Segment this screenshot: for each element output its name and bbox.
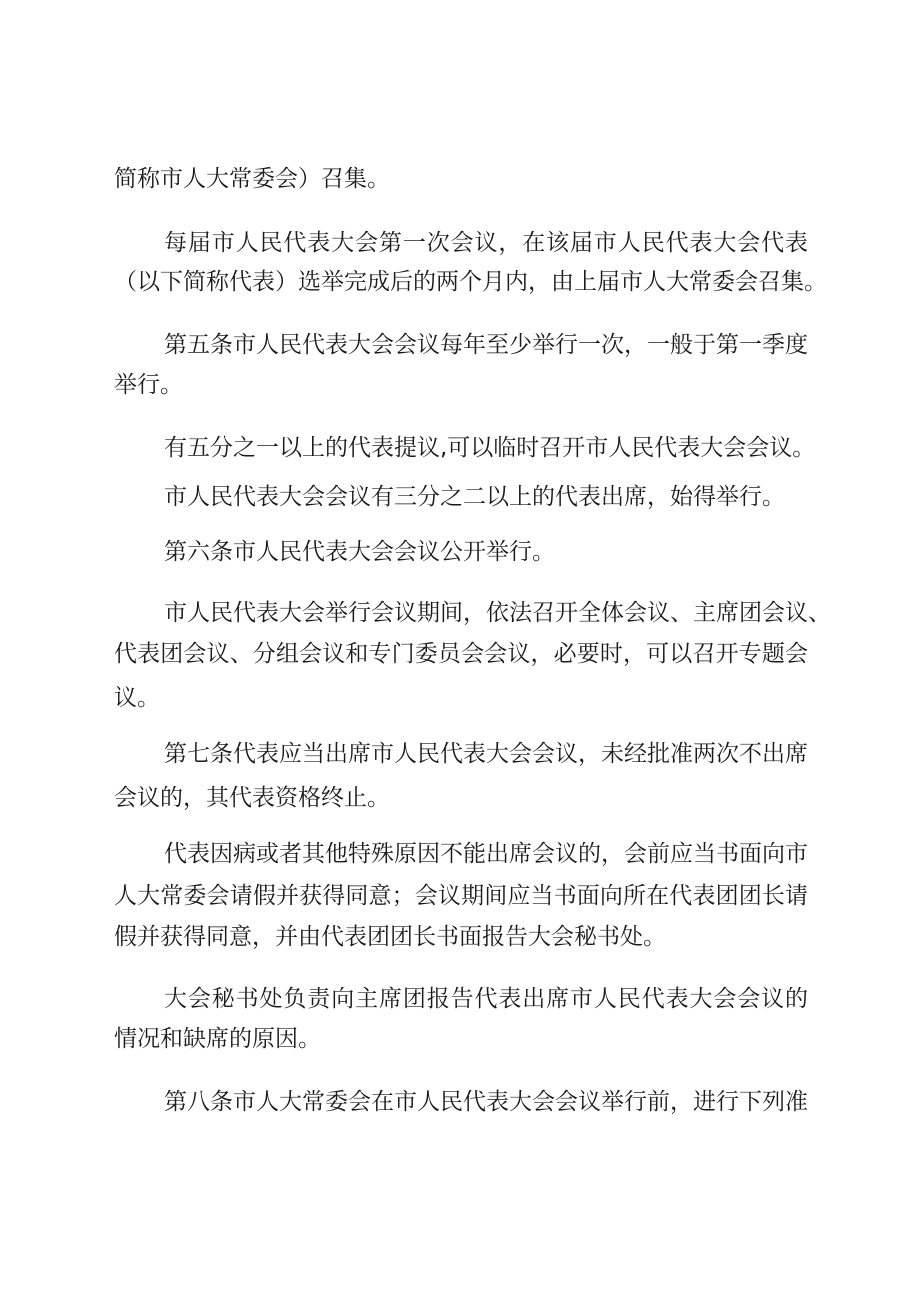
text-line: 第七条代表应当出席市人民代表大会会议，未经批准两次不出席 [164, 741, 808, 767]
text-line: 有五分之一以上的代表提议,可以临时召开市人民代表大会会议。 [164, 435, 816, 461]
text-line: 假并获得同意，并由代表团团长书面报告大会秘书处。 [114, 924, 666, 950]
text-line: 大会秘书处负责向主席团报告代表出席市人民代表大会会议的 [164, 986, 808, 1012]
text-line: 第五条市人民代表大会会议每年至少举行一次，一般于第一季度 [164, 332, 808, 358]
text-line: 每届市人民代表大会第一次会议，在该届市人民代表大会代表 [164, 230, 808, 256]
text-line: 代表因病或者其他特殊原因不能出席会议的，会前应当书面向市 [164, 841, 808, 867]
text-line: 第八条市人大常委会在市人民代表大会会议举行前，进行下列准 [164, 1089, 808, 1115]
text-line: 会议的，其代表资格终止。 [114, 785, 390, 811]
text-line: 简称市人大常委会）召集。 [114, 166, 390, 192]
text-line: 第六条市人民代表大会会议公开举行。 [164, 539, 555, 565]
text-line: 市人民代表大会举行会议期间，依法召开全体会议、主席团会议、 [164, 600, 831, 626]
text-line: 代表团会议、分组会议和专门委员会会议，必要时，可以召开专题会 [114, 641, 808, 667]
text-line: 议。 [114, 685, 160, 711]
text-line: （以下简称代表）选举完成后的两个月内，由上届市人大常委会召集。 [114, 269, 827, 295]
text-line: 人大常委会请假并获得同意；会议期间应当书面向所在代表团团长请 [114, 883, 808, 909]
text-line: 市人民代表大会会议有三分之二以上的代表出席，始得举行。 [164, 484, 785, 510]
text-line: 举行。 [114, 372, 183, 398]
text-line: 情况和缺席的原因。 [114, 1026, 321, 1052]
